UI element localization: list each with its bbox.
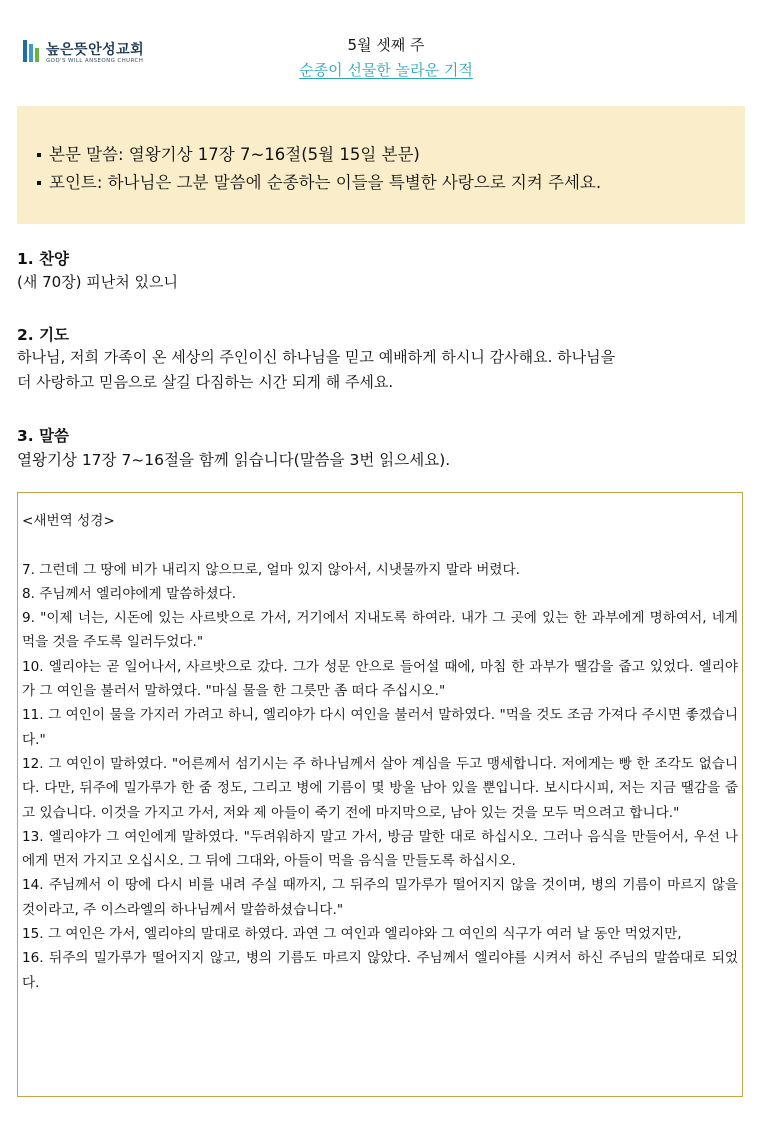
verse-11: 11. 그 여인이 물을 가지러 가려고 하니, 엘리야가 다시 여인을 불러서 말하였다. "먹을 것도 조금 가져다 주시면 좋겠습니다." xyxy=(22,707,738,748)
summary-item-point xyxy=(37,169,601,197)
summary-item-text: 본문 말씀: 열왕기상 17장 7~16절(5월 15일 본문) xyxy=(49,145,420,164)
scripture-passage-box xyxy=(17,492,743,1097)
prayer-text-line-2: 더 사랑하고 믿음으로 살길 다짐하는 시간 되게 해 주세요. xyxy=(17,373,394,391)
hymn-heading: 1. 찬양 xyxy=(17,250,70,268)
spacer xyxy=(22,533,738,557)
summary-item-scripture xyxy=(37,141,601,169)
church-logo-text: 높은뜻안성교회 xyxy=(46,42,145,58)
verse-8: 8. 주님께서 엘리야에게 말씀하셨다. xyxy=(22,585,237,602)
summary-item-text: 포인트: 하나님은 그분 말씀에 순종하는 이들을 특별한 사랑으로 지켜 주세요. xyxy=(49,173,602,192)
word-text: 열왕기상 17장 7~16절을 함께 읽습니다(말씀을 3번 읽으세요). xyxy=(17,451,451,469)
summary-box xyxy=(17,106,745,224)
scripture-passage xyxy=(22,509,738,995)
bible-version-label: <새번역 성경> xyxy=(22,513,115,529)
theme-title-text: 순종이 선물한 놀라운 기적 xyxy=(299,61,473,79)
prayer-heading: 2. 기도 xyxy=(17,326,70,344)
prayer-text-line-1: 하나님, 저희 가족이 온 세상의 주인이신 하나님을 믿고 예배하게 하시니 감사해요. 하나님을 xyxy=(17,348,616,366)
verse-13: 13. 엘리야가 그 여인에게 말하였다. "두려워하지 말고 가서, 방금 말한 대로 하십시오. 그러나 음식을 만들어서, 우선 나에게 먼저 가지고 오십시오. 그 뒤에 그대와, 아들이 먹을 음식을 만들도록 하십시오. xyxy=(22,828,738,870)
church-logo-subtext: GOD'S WILL ANSEONG CHURCH xyxy=(46,58,144,64)
bullet-icon xyxy=(37,153,41,157)
summary-list xyxy=(37,141,601,197)
verse-9: 9. "이제 너는, 시돈에 있는 사르밧으로 가서, 거기에서 지내도록 하여라. 내가 그 곳에 있는 한 과부에게 명하여서, 네게 먹을 것을 주도록 일러두었다." xyxy=(22,610,738,651)
week-label: 5월 셋째 주 xyxy=(347,36,425,54)
verse-16: 16. 뒤주의 밀가루가 떨어지지 않고, 병의 기름도 마르지 않았다. 주님께서 엘리야를 시켜서 하신 주님의 말씀대로 되었다. xyxy=(22,950,738,991)
verse-15: 15. 그 여인은 가서, 엘리야의 말대로 하였다. 과연 그 여인과 엘리야와 그 여인의 식구가 여러 날 동안 먹었지만, xyxy=(22,926,682,943)
theme-title xyxy=(0,59,772,80)
word-heading: 3. 말씀 xyxy=(17,427,70,445)
verse-10: 10. 엘리야는 곧 일어나서, 사르밧으로 갔다. 그가 성문 안으로 들어설 때에, 마침 한 과부가 땔감을 줍고 있었다. 엘리야가 그 여인을 불러서 말하였다. "마실 물을 한 그릇만 좀 떠다 주십시오." xyxy=(22,658,738,700)
verse-14: 14. 주님께서 이 땅에 다시 비를 내려 주실 때까지, 그 뒤주의 밀가루가 떨어지지 않을 것이며, 병의 기름이 마르지 않을 것이라고, 주 이스라엘의 하나님께서 말씀하셨습니다." xyxy=(22,877,738,918)
verse-12: 12. 그 여인이 말하였다. "어른께서 섬기시는 주 하나님께서 살아 계심을 두고 맹세합니다. 저에게는 빵 한 조각도 없습니다. 다만, 뒤주에 밀가루가 한 줌 정도, 그리고 병에 기름이 몇 방울 남아 있을 뿐입니다. 보시다시피, 저는 지금 땔감을 줍고 있습니다. 이것을 가지고 가서, 저와 제 아들이 죽기 전에 마지막으로, 남아 있는 것을 모두 먹으려고 합니다." xyxy=(22,755,738,821)
bullet-icon xyxy=(37,181,41,185)
verse-7: 7. 그런데 그 땅에 비가 내리지 않으므로, 얼마 있지 않아서, 시냇물까지 말라 버렸다. xyxy=(22,561,520,578)
hymn-text: (새 70장) 피난처 있으니 xyxy=(17,273,179,291)
